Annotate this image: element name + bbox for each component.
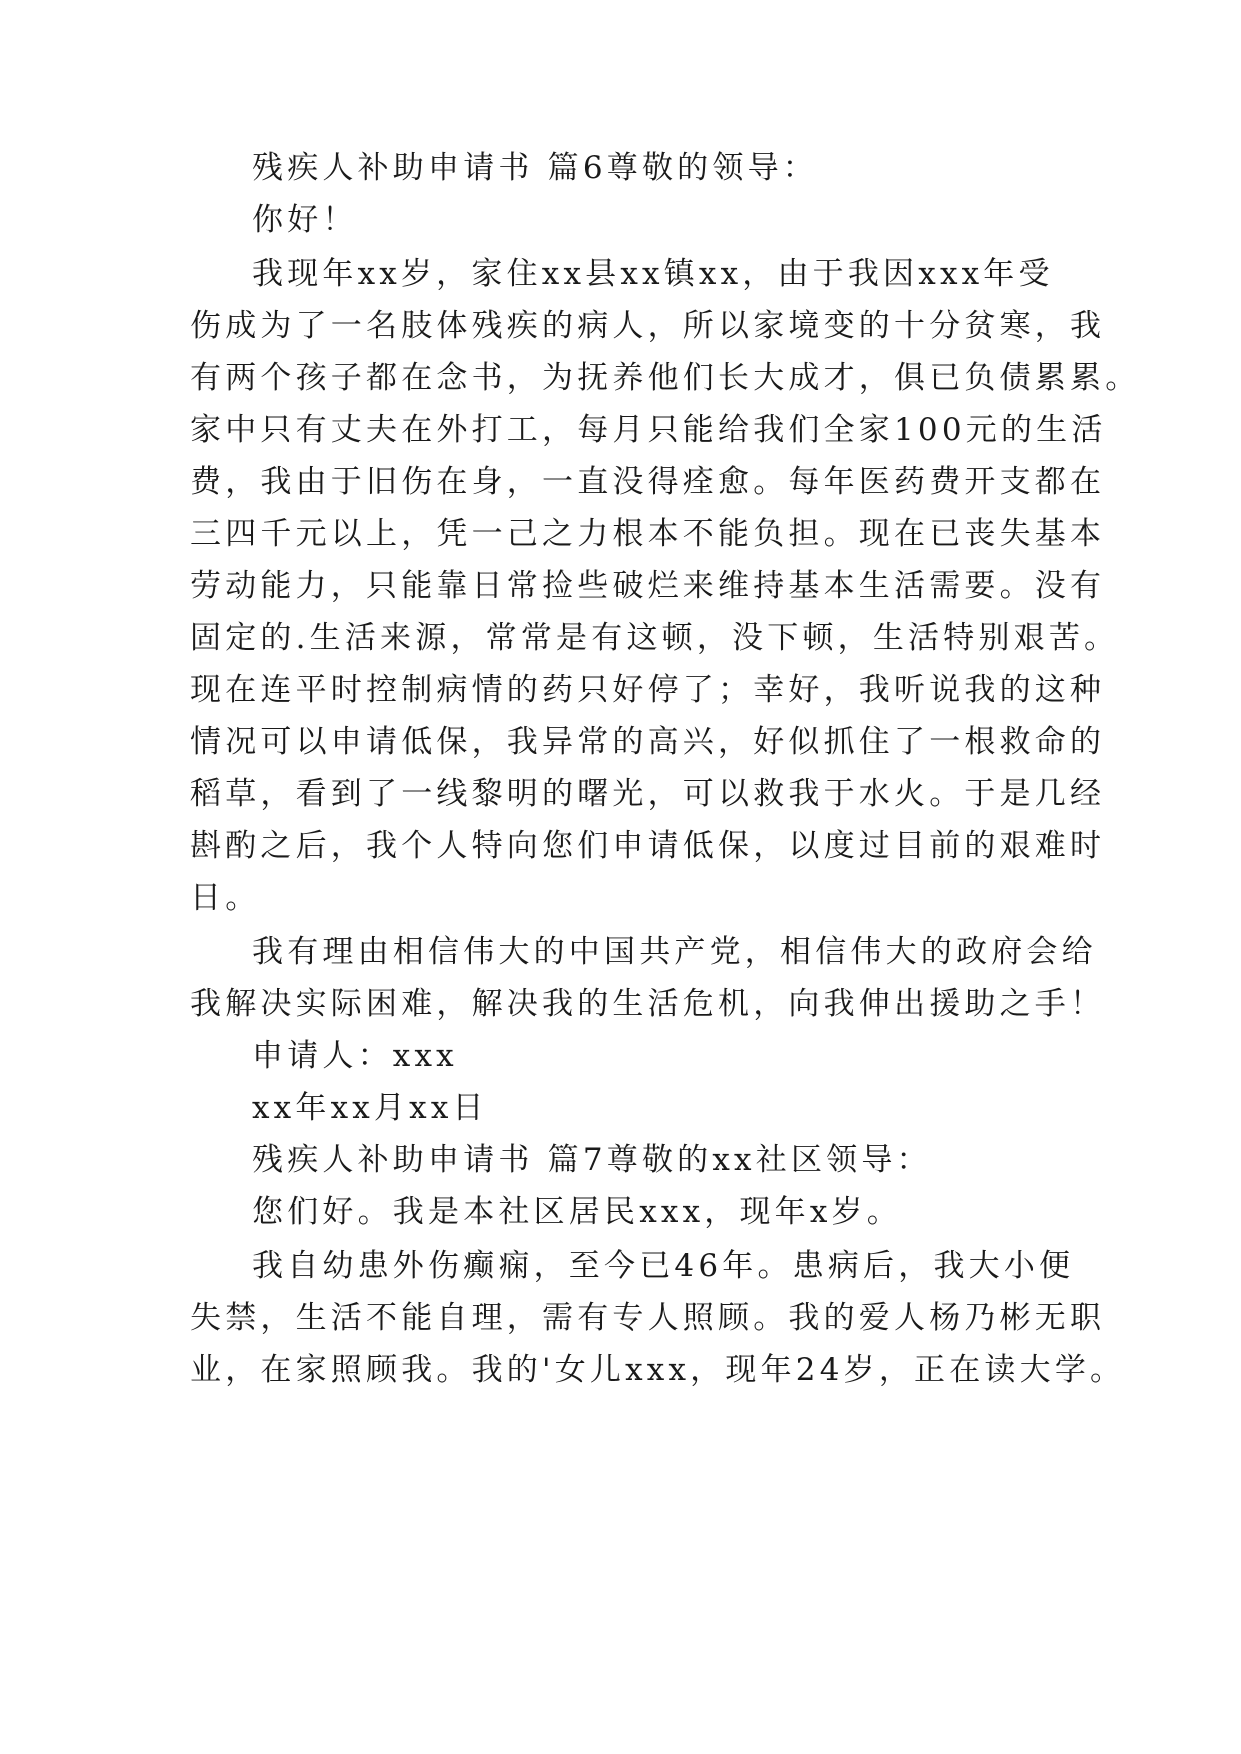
paragraph-line: 三四千元以上，凭一己之力根本不能负担。现在已丧失基本 <box>190 516 1106 552</box>
paragraph-line: 情况可以申请低保，我异常的高兴，好似抓住了一根救命的 <box>190 724 1106 760</box>
paragraph-line: 稻草，看到了一线黎明的曙光，可以救我于水火。于是几经 <box>190 776 1106 812</box>
paragraph-line: 费，我由于旧伤在身，一直没得痊愈。每年医药费开支都在 <box>190 464 1106 500</box>
paragraph-line: 劳动能力，只能靠日常捡些破烂来维持基本生活需要。没有 <box>190 568 1106 604</box>
paragraph-line: 我解决实际困难，解决我的生活危机，向我伸出援助之手！ <box>190 986 1106 1022</box>
section-heading-7: 残疾人补助申请书 篇7尊敬的xx社区领导： <box>252 1142 932 1178</box>
paragraph-line: 现在连平时控制病情的药只好停了；幸好，我听说我的这种 <box>190 672 1106 708</box>
paragraph-line: 业，在家照顾我。我的'女儿xxx，现年24岁，正在读大学。 <box>190 1352 1126 1388</box>
paragraph-line: 固定的.生活来源，常常是有这顿，没下顿，生活特别艰苦。 <box>190 620 1120 656</box>
paragraph-line: 有两个孩子都在念书，为抚养他们长大成才，俱已负债累累。 <box>190 360 1141 396</box>
paragraph-line: 我有理由相信伟大的中国共产党，相信伟大的政府会给 <box>252 934 1097 970</box>
section-heading-6: 残疾人补助申请书 篇6尊敬的领导： <box>252 150 818 186</box>
greeting-line: 您们好。我是本社区居民xxx，现年x岁。 <box>252 1194 902 1230</box>
paragraph-line: 我现年xx岁，家住xx县xx镇xx，由于我因xxx年受 <box>252 256 1054 292</box>
date-line: xx年xx月xx日 <box>252 1090 488 1126</box>
paragraph-line: 我自幼患外伤癫痫，至今已46年。患病后，我大小便 <box>252 1248 1075 1284</box>
paragraph-line: 斟酌之后，我个人特向您们申请低保，以度过目前的艰难时 <box>190 828 1106 864</box>
greeting-line: 你好！ <box>252 202 358 238</box>
paragraph-line: 家中只有丈夫在外打工，每月只能给我们全家100元的生活 <box>190 412 1107 448</box>
applicant-line: 申请人：xxx <box>252 1038 458 1074</box>
paragraph-line: 日。 <box>190 880 261 916</box>
paragraph-line: 失禁，生活不能自理，需有专人照顾。我的爱人杨乃彬无职 <box>190 1300 1106 1336</box>
paragraph-line: 伤成为了一名肢体残疾的病人，所以家境变的十分贫寒，我 <box>190 308 1106 344</box>
